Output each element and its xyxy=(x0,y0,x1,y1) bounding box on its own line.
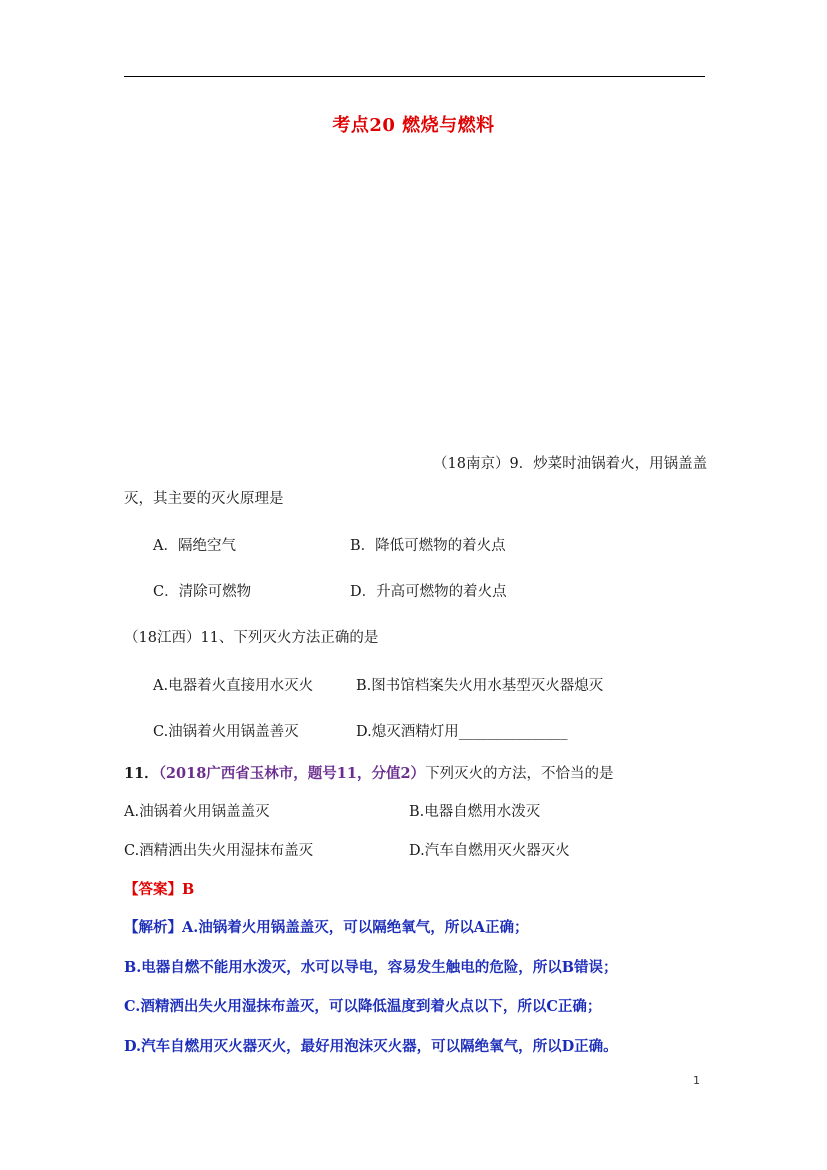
q1-stem-line2: 灭，其主要的灭火原理是 xyxy=(124,491,284,507)
answer-value: B xyxy=(182,881,195,898)
analysis-a-text: A.油锅着火用锅盖盖灭，可以隔绝氧气，所以A正确； xyxy=(182,919,529,936)
q3-option-c: C.酒精洒出失火用湿抹布盖灭 xyxy=(124,843,314,859)
q3-option-d: D.汽车自燃用灭火器灭火 xyxy=(409,843,570,859)
answer-label: 【答案】 xyxy=(124,881,182,898)
q2-option-a: A.电器着火直接用水灭火 xyxy=(153,678,314,694)
page-number: 1 xyxy=(693,1074,700,1087)
q1-option-a: A．隔绝空气 xyxy=(153,538,236,554)
q3-number: 11． xyxy=(124,765,159,782)
q1-stem-line1: （18南京）9．炒菜时油锅着火，用锅盖盖 xyxy=(433,456,708,472)
page-title: 考点20 燃烧与燃料 xyxy=(332,115,495,136)
analysis-label: 【解析】 xyxy=(124,919,182,936)
analysis-a xyxy=(124,918,529,938)
q2-option-b: B.图书馆档案失火用水基型灭火器熄灭 xyxy=(356,678,604,694)
q2-stem: （18江西）11、下列灭火方法正确的是 xyxy=(124,630,379,646)
q2-option-d: D.熄灭酒精灯用_______________ xyxy=(356,724,568,740)
analysis-d: D.汽车自燃用灭火器灭火，最好用泡沫灭火器，可以隔绝氧气，所以D正确。 xyxy=(124,1038,618,1055)
analysis-c: C.酒精洒出失火用湿抹布盖灭，可以降低温度到着火点以下，所以C正确； xyxy=(124,998,602,1015)
q1-option-b: B．降低可燃物的着火点 xyxy=(350,538,506,554)
q2-option-c: C.油锅着火用锅盖善灭 xyxy=(153,724,299,740)
q3-stem-text: 下列灭火的方法，不恰当的是 xyxy=(425,766,614,782)
q1-option-c: C．清除可燃物 xyxy=(153,584,252,600)
q3-option-b: B.电器自燃用水泼灭 xyxy=(409,804,541,820)
q3-option-a: A.油锅着火用锅盖盖灭 xyxy=(124,804,270,820)
q3-source: （2018广西省玉林市，题号11，分值2） xyxy=(158,765,426,782)
q1-option-d: D．升高可燃物的着火点 xyxy=(350,584,507,600)
header-rule xyxy=(124,76,705,77)
q3-stem xyxy=(124,764,614,784)
q3-answer xyxy=(124,880,194,900)
analysis-b: B.电器自燃不能用水泼灭，水可以导电，容易发生触电的危险，所以B错误； xyxy=(124,959,618,976)
